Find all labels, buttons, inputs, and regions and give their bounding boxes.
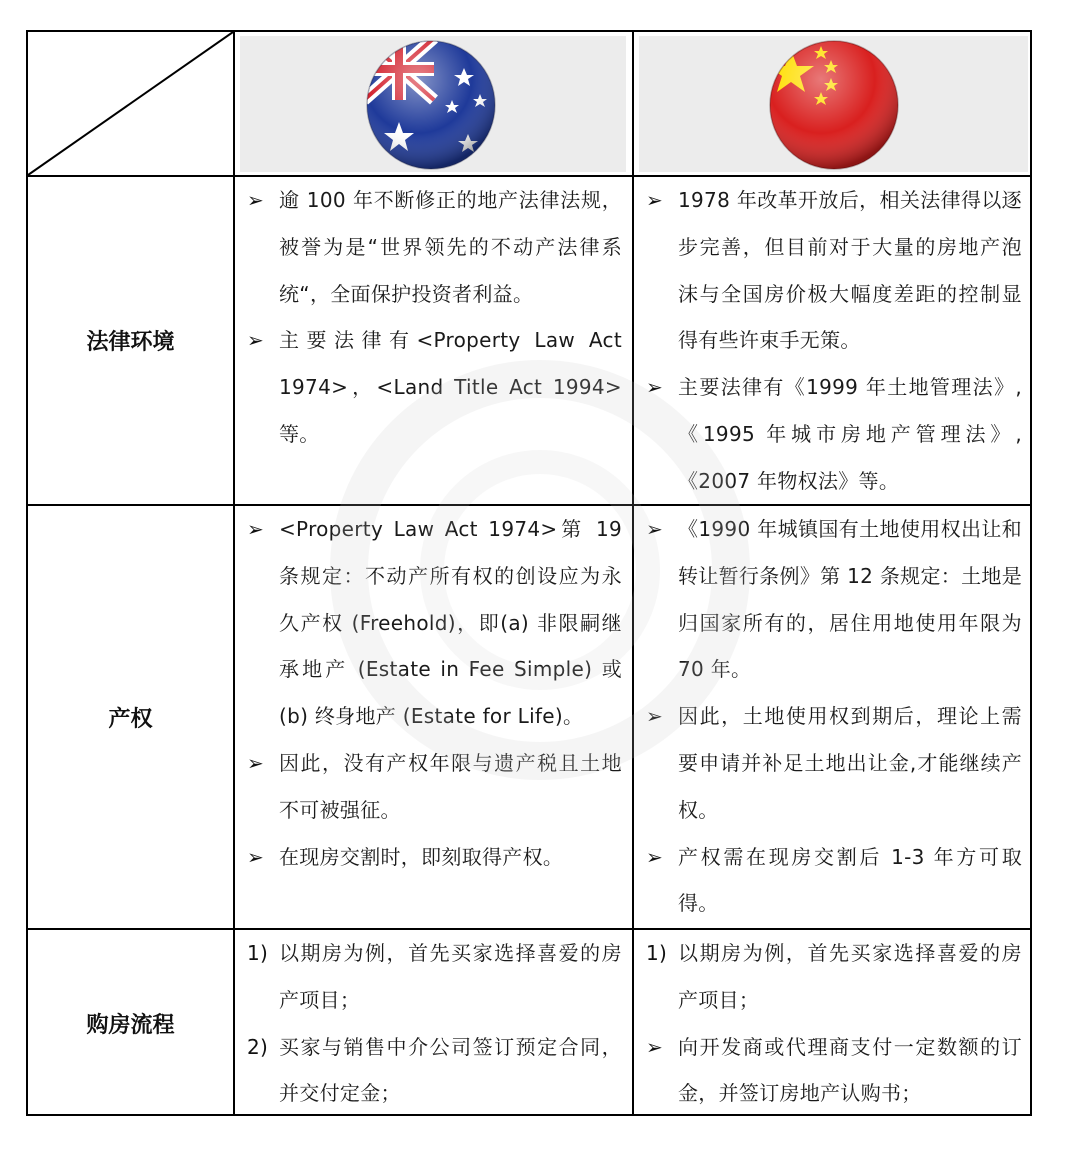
row-label-legal: 法律环境	[86, 330, 175, 355]
list-item	[235, 740, 632, 834]
bullet-marker: ➢	[646, 517, 664, 541]
list-item	[634, 506, 1032, 693]
row-label-purchase-process: 购房流程	[86, 1012, 175, 1038]
bullet-marker: ➢	[646, 188, 664, 212]
diagonal-corner	[28, 32, 234, 176]
bullet-marker: ➢	[646, 844, 664, 869]
list-item	[235, 506, 632, 740]
step-marker: 2)	[247, 1034, 269, 1059]
list-item-text: 主要法律有<Property Law Act 1974>，<Land Title Act 1994>等。	[279, 328, 622, 446]
step-marker: 1)	[646, 941, 668, 965]
list-item-text: 以期房为例，首先买家选择喜爱的房产项目；	[279, 941, 622, 1012]
australia-flag-icon	[364, 38, 498, 172]
bullet-marker: ➢	[247, 188, 265, 212]
list-item	[634, 364, 1032, 504]
list-item	[634, 693, 1032, 833]
list-item	[634, 930, 1032, 1024]
list-item	[235, 177, 632, 317]
row-label-property-rights: 产权	[108, 706, 153, 732]
list-item	[235, 1024, 632, 1118]
australia-property-list	[235, 506, 632, 880]
australia-legal-list	[235, 177, 632, 458]
list-item-text: 《1990 年城镇国有土地使用权出让和转让暂行条例》第 12 条规定：土地是归国家所有的，居住用地使用年限为 70 年。	[678, 517, 1022, 682]
bullet-marker: ➢	[646, 704, 664, 729]
bullet-marker: ➢	[646, 1034, 664, 1059]
list-item-text: 产权需在现房交割后 1-3 年方可取得。	[678, 844, 1022, 916]
china-property-list	[634, 506, 1032, 927]
bullet-marker: ➢	[646, 375, 664, 400]
list-item-text: 向开发商或代理商支付一定数额的订金，并签订房地产认购书；	[678, 1034, 1022, 1106]
china-purchase-list	[634, 930, 1032, 1117]
list-item-text: <Property Law Act 1974>第 19 条规定：不动产所有权的创设应为永久产权 (Freehold)，即(a) 非限嗣继承地产 (Estate in Fee Simple) 或(b) 终身地产 (Estate for Life)。	[279, 517, 622, 729]
australia-purchase-list	[235, 930, 632, 1117]
bullet-marker: ➢	[247, 844, 265, 869]
list-item-text: 因此，土地使用权到期后，理论上需要申请并补足土地出让金,才能继续产权。	[678, 704, 1022, 822]
list-item-text: 1978 年改革开放后，相关法律得以逐步完善，但目前对于大量的房地产泡沫与全国房价极大幅度差距的控制显得有些许束手无策。	[678, 188, 1022, 353]
list-item	[235, 834, 632, 881]
comparison-table	[26, 30, 1032, 1116]
china-flag-cell	[639, 36, 1028, 172]
list-item	[634, 1024, 1032, 1118]
bullet-marker: ➢	[247, 517, 265, 541]
china-legal-list	[634, 177, 1032, 505]
bullet-marker: ➢	[247, 328, 265, 353]
list-item-text: 主要法律有《1999 年土地管理法》,《1995 年城市房地产管理法》,《2007 年物权法》等。	[678, 375, 1022, 493]
list-item-text: 买家与销售中介公司签订预定合同，并交付定金；	[279, 1034, 622, 1106]
australia-flag-cell	[240, 36, 626, 172]
list-item	[634, 834, 1032, 928]
list-item	[235, 930, 632, 1024]
step-marker: 1)	[247, 941, 269, 965]
list-item-text: 在现房交割时，即刻取得产权。	[279, 844, 564, 869]
list-item-text: 因此，没有产权年限与遗产税且土地不可被强征。	[279, 750, 622, 822]
bullet-marker: ➢	[247, 750, 265, 775]
list-item-text: 以期房为例，首先买家选择喜爱的房产项目；	[678, 941, 1022, 1012]
list-item	[235, 317, 632, 457]
list-item	[634, 177, 1032, 364]
list-item-text: 逾 100 年不断修正的地产法律法规，被誉为是“世界领先的不动产法律系统“，全面保护投资者利益。	[279, 188, 622, 306]
china-flag-icon	[767, 38, 901, 172]
